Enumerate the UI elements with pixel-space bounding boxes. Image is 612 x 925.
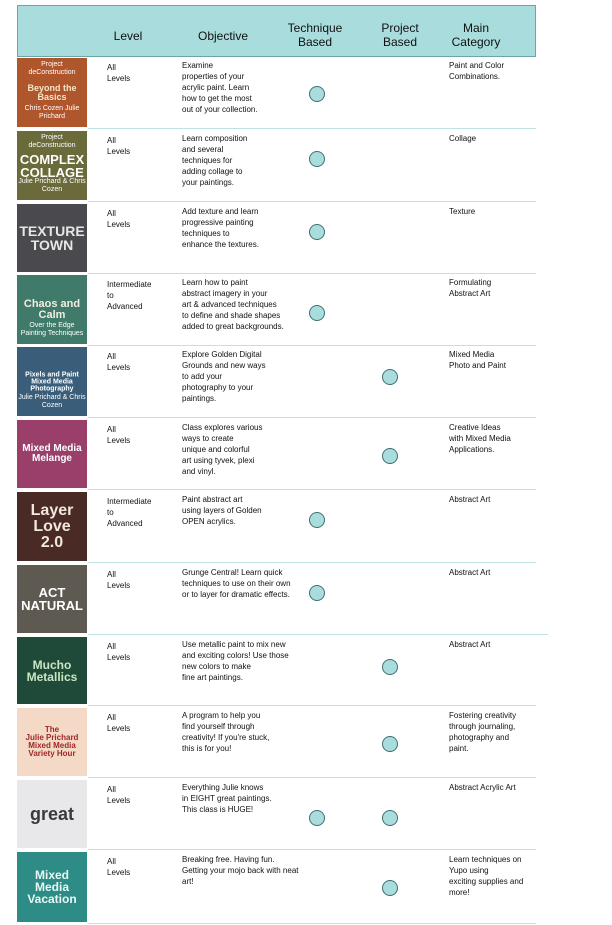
objective-cell-line: art & advanced techniques: [182, 300, 277, 309]
row-divider: [88, 345, 536, 346]
level-cell: [107, 641, 167, 663]
table-row: [17, 275, 536, 346]
project-based-marker: [382, 448, 398, 464]
level-cell-line: to: [107, 291, 114, 300]
level-cell: [107, 62, 167, 84]
category-cell-line: photography and: [449, 733, 510, 742]
category-cell-line: Collage: [449, 134, 477, 143]
thumbnail-title-line: COMPLEX: [19, 151, 85, 167]
course-thumbnail: [17, 780, 87, 848]
level-cell: [107, 784, 167, 806]
header-category-line2: Category: [451, 35, 501, 49]
table-row: [17, 637, 536, 706]
course-thumbnail: [17, 58, 87, 127]
thumbnail-title-line: Julie Prichard: [25, 733, 79, 742]
thumbnail-title-line: Vacation: [27, 892, 77, 906]
objective-cell-line: Everything Julie knows: [182, 783, 264, 792]
category-cell-line: Fostering creativity: [449, 711, 517, 720]
thumbnail-title-line: Mucho: [32, 657, 72, 672]
thumbnail-title-line: Melange: [31, 453, 72, 464]
level-cell-line: Advanced: [107, 519, 143, 528]
header-category-line1: Main: [462, 21, 489, 35]
thumbnail-title-line: Love: [33, 517, 71, 535]
thumbnail-title-line: Pixels and Paint: [25, 371, 79, 378]
thumbnail-title-line: ACT: [38, 585, 66, 600]
row-divider: [88, 201, 536, 202]
category-cell: [449, 206, 539, 217]
table-row: [17, 852, 536, 924]
category-cell: [449, 494, 539, 505]
thumbnail-title-line: TEXTURE: [19, 223, 85, 239]
level-cell-line: All: [107, 352, 116, 361]
technique-based-marker: [309, 305, 325, 321]
objective-cell-line: techniques for: [182, 156, 233, 165]
table-row: [17, 347, 536, 418]
thumbnail-title: [17, 659, 87, 683]
objective-cell-line: This class is HUGE!: [182, 805, 254, 814]
category-cell-line: with Mixed Media: [449, 434, 511, 443]
course-thumbnail: [17, 492, 87, 561]
objective-cell-line: Class explores various: [182, 423, 263, 432]
level-cell-line: All: [107, 857, 116, 866]
objective-cell-line: adding collage to: [182, 167, 243, 176]
row-divider: [88, 562, 536, 563]
level-cell: [107, 424, 167, 446]
level-cell: [107, 569, 167, 591]
category-cell: [449, 639, 539, 650]
table-row: [17, 420, 536, 490]
level-cell: [107, 351, 167, 373]
course-thumbnail: [17, 131, 87, 200]
objective-cell-line: in EIGHT great paintings.: [182, 794, 272, 803]
thumbnail-title: [17, 153, 87, 179]
level-cell: [107, 279, 167, 312]
objective-cell-line: fine art paintings.: [182, 673, 243, 682]
category-cell-line: Combinations.: [449, 72, 501, 81]
level-cell-line: Levels: [107, 363, 131, 372]
row-divider: [88, 489, 536, 490]
category-cell-line: Learn techniques on: [449, 855, 522, 864]
category-cell: [449, 60, 539, 82]
objective-cell: [182, 567, 302, 600]
category-cell-line: more!: [449, 888, 470, 897]
category-cell-line: Abstract Art: [449, 640, 491, 649]
objective-cell-line: abstract imagery in your: [182, 289, 268, 298]
objective-cell-line: A program to help you: [182, 711, 261, 720]
row-divider: [88, 128, 536, 129]
thumbnail-title: [17, 299, 87, 321]
level-cell-line: Levels: [107, 436, 131, 445]
category-cell-line: Texture: [449, 207, 476, 216]
category-cell: [449, 277, 539, 299]
course-thumbnail: [17, 204, 87, 272]
thumbnail-subtitle: Chris Cozen Julie Prichard: [24, 105, 80, 120]
objective-cell-line: techniques to: [182, 229, 230, 238]
objective-cell-line: OPEN acrylics.: [182, 517, 236, 526]
thumbnail-title: [17, 371, 87, 392]
level-cell-line: Intermediate: [107, 497, 152, 506]
header-project-based: [365, 21, 435, 49]
category-cell-line: Yupo using: [449, 866, 489, 875]
level-cell: [107, 712, 167, 734]
category-cell-line: Abstract Acrylic Art: [449, 783, 516, 792]
level-cell-line: Levels: [107, 74, 131, 83]
thumbnail-title-line: NATURAL: [21, 598, 83, 613]
thumbnail-title-line: COLLAGE: [20, 164, 84, 180]
objective-cell-line: art using tyvek, plexi: [182, 456, 255, 465]
objective-cell-line: Learn how to paint: [182, 278, 248, 287]
category-cell-line: Mixed Media: [449, 350, 495, 359]
level-cell-line: Levels: [107, 653, 131, 662]
thumbnail-title: [17, 503, 87, 551]
objective-cell: [182, 206, 302, 250]
row-divider: [88, 417, 536, 418]
level-cell-line: Intermediate: [107, 280, 152, 289]
table-row: [17, 58, 536, 129]
table-row: [17, 780, 536, 850]
thumbnail-title-line: The: [44, 725, 60, 734]
objective-cell-line: using layers of Golden: [182, 506, 262, 515]
header-technique-line1: Technique: [287, 21, 343, 35]
technique-based-marker: [309, 512, 325, 528]
objective-cell-line: ways to create: [182, 434, 234, 443]
thumbnail-title-line: Layer: [30, 501, 74, 519]
course-thumbnail: [17, 708, 87, 776]
table-row: [17, 565, 536, 635]
objective-cell-line: your paintings.: [182, 178, 235, 187]
category-cell: [449, 854, 539, 898]
objective-cell-line: this is for you!: [182, 744, 232, 753]
thumbnail-series-label: Project deConstruction: [28, 61, 76, 76]
objective-cell-line: creativity! If you're stuck,: [182, 733, 270, 742]
course-thumbnail: [17, 852, 87, 922]
thumbnail-title-line: great: [29, 804, 74, 824]
thumbnail-title-line: Chaos and: [23, 297, 81, 310]
objective-cell: [182, 494, 302, 527]
objective-cell-line: enhance the textures.: [182, 240, 259, 249]
technique-based-marker: [309, 224, 325, 240]
category-cell-line: exciting supplies and: [449, 877, 524, 886]
header-technique-based: [280, 21, 350, 49]
thumbnail-subtitle: Over the Edge Painting Techniques: [20, 322, 84, 337]
category-cell-line: Abstract Art: [449, 495, 491, 504]
thumbnail-title-line: Beyond the Basics: [27, 82, 77, 102]
row-divider: [88, 634, 536, 635]
row-divider: [88, 849, 536, 850]
course-thumbnail: [17, 275, 87, 344]
objective-cell-line: and vinyl.: [182, 467, 216, 476]
level-cell-line: Advanced: [107, 302, 143, 311]
level-cell-line: Levels: [107, 147, 131, 156]
thumbnail-title-line: Media: [34, 880, 69, 894]
level-cell-line: to: [107, 508, 114, 517]
objective-cell: [182, 60, 302, 115]
thumbnail-title-line: Mixed Media Photography: [30, 378, 74, 392]
level-cell-line: All: [107, 425, 116, 434]
level-cell: [107, 856, 167, 878]
row-divider: [88, 777, 536, 778]
level-cell-line: All: [107, 713, 116, 722]
objective-cell-line: Grounds and new ways: [182, 361, 266, 370]
level-cell: [107, 135, 167, 157]
project-based-marker: [382, 810, 398, 826]
header-project-line2: Based: [382, 35, 418, 49]
thumbnail-title-line: Mixed Media: [22, 443, 82, 454]
thumbnail-subtitle: Julie Prichard & Chris Cozen: [18, 178, 86, 193]
category-cell-line: Paint and Color: [449, 61, 505, 70]
category-cell-line: through journaling,: [449, 722, 516, 731]
objective-cell-line: Breaking free. Having fun.: [182, 855, 275, 864]
header-technique-line2: Based: [297, 35, 333, 49]
level-cell-line: All: [107, 136, 116, 145]
table-header: [17, 5, 536, 57]
project-based-marker: [382, 736, 398, 752]
objective-cell-line: to add your: [182, 372, 223, 381]
category-cell: [449, 710, 539, 754]
category-cell: [449, 782, 539, 793]
objective-cell-line: or to layer for dramatic effects.: [182, 590, 290, 599]
thumbnail-title: [17, 444, 87, 464]
objective-cell: [182, 277, 302, 332]
thumbnail-title-line: Mixed: [34, 868, 69, 882]
objective-cell: [182, 710, 302, 754]
category-cell-line: Creative Ideas: [449, 423, 501, 432]
category-cell: [449, 349, 539, 371]
objective-cell-line: to define and shade shapes: [182, 311, 281, 320]
objective-cell-line: find yourself through: [182, 722, 255, 731]
technique-based-marker: [309, 151, 325, 167]
level-cell-line: All: [107, 209, 116, 218]
category-cell: [449, 567, 539, 578]
objective-cell: [182, 639, 302, 683]
table-row: [17, 708, 536, 778]
objective-cell: [182, 854, 302, 887]
objective-cell-line: progressive painting: [182, 218, 254, 227]
header-level: Level: [113, 29, 143, 43]
objective-cell-line: out of your collection.: [182, 105, 258, 114]
row-divider: [88, 705, 536, 706]
thumbnail-title-line: Calm: [38, 308, 66, 321]
thumbnail-series-label: Project deConstruction: [28, 134, 76, 149]
objective-cell: [182, 133, 302, 188]
level-cell-line: Levels: [107, 796, 131, 805]
project-based-marker: [382, 369, 398, 385]
objective-cell-line: Learn composition: [182, 134, 248, 143]
level-cell-line: Levels: [107, 581, 131, 590]
category-cell-line: Photo and Paint: [449, 361, 506, 370]
objective-cell-line: and several: [182, 145, 224, 154]
objective-cell-line: Use metallic paint to mix new: [182, 640, 286, 649]
level-cell-line: All: [107, 785, 116, 794]
row-divider: [88, 923, 536, 924]
level-cell: [107, 208, 167, 230]
thumbnail-title-line: TOWN: [30, 237, 74, 253]
objective-cell-line: how to get the most: [182, 94, 252, 103]
objective-cell-line: and exciting colors! Use those: [182, 651, 289, 660]
category-cell: [449, 422, 539, 455]
objective-cell-line: new colors to make: [182, 662, 251, 671]
header-project-line1: Project: [381, 21, 419, 35]
table-row: [17, 131, 536, 202]
thumbnail-title: [17, 726, 87, 758]
thumbnail-title-line: 2.0: [40, 533, 64, 551]
table-row: [17, 492, 536, 563]
objective-cell-line: added to great backgrounds.: [182, 322, 284, 331]
category-cell: [449, 133, 539, 144]
objective-cell-line: properties of your: [182, 72, 245, 81]
table-row: [17, 204, 536, 274]
thumbnail-title: [17, 805, 87, 823]
level-cell: [107, 496, 167, 529]
thumbnail-title: [17, 84, 87, 102]
level-cell-line: Levels: [107, 220, 131, 229]
thumbnail-title: [17, 586, 87, 612]
category-cell-line: Applications.: [449, 445, 495, 454]
objective-cell-line: Examine: [182, 61, 214, 70]
objective-cell-line: Paint abstract art: [182, 495, 243, 504]
objective-cell: [182, 782, 302, 815]
project-based-marker: [382, 880, 398, 896]
course-thumbnail: [17, 347, 87, 416]
thumbnail-title-line: Mixed Media: [28, 741, 76, 750]
objective-cell-line: techniques to use on their own: [182, 579, 291, 588]
level-cell-line: Levels: [107, 868, 131, 877]
project-based-marker: [382, 659, 398, 675]
course-thumbnail: [17, 420, 87, 488]
objective-cell: [182, 349, 302, 404]
category-cell-line: Abstract Art: [449, 568, 491, 577]
objective-cell-line: Add texture and learn: [182, 207, 259, 216]
objective-cell-line: art!: [182, 877, 194, 886]
thumbnail-subtitle: Julie Prichard & Chris Cozen: [18, 394, 86, 409]
thumbnail-title: [17, 224, 87, 252]
thumbnail-title-line: Metallics: [26, 669, 78, 684]
category-cell-line: Abstract Art: [449, 289, 491, 298]
objective-cell-line: paintings.: [182, 394, 217, 403]
objective-cell-line: Grunge Central! Learn quick: [182, 568, 283, 577]
level-cell-line: All: [107, 642, 116, 651]
objective-cell-line: photography to your: [182, 383, 254, 392]
technique-based-marker: [309, 86, 325, 102]
category-cell-line: paint.: [449, 744, 469, 753]
objective-cell-line: acrylic paint. Learn: [182, 83, 250, 92]
technique-based-marker: [309, 810, 325, 826]
row-divider: [88, 273, 536, 274]
level-cell-line: Levels: [107, 724, 131, 733]
objective-cell: [182, 422, 302, 477]
course-thumbnail: [17, 565, 87, 633]
objective-cell-line: Explore Golden Digital: [182, 350, 262, 359]
level-cell-line: All: [107, 63, 116, 72]
objective-cell-line: Getting your mojo back with neat: [182, 866, 299, 875]
thumbnail-title-line: Variety Hour: [28, 749, 76, 758]
course-thumbnail: [17, 637, 87, 704]
row-divider-extension: [536, 634, 548, 635]
category-cell-line: Formulating: [449, 278, 492, 287]
technique-based-marker: [309, 585, 325, 601]
thumbnail-title: [17, 869, 87, 905]
header-objective: Objective: [197, 29, 249, 43]
objective-cell-line: unique and colorful: [182, 445, 250, 454]
level-cell-line: All: [107, 570, 116, 579]
header-main-category: [436, 21, 516, 49]
